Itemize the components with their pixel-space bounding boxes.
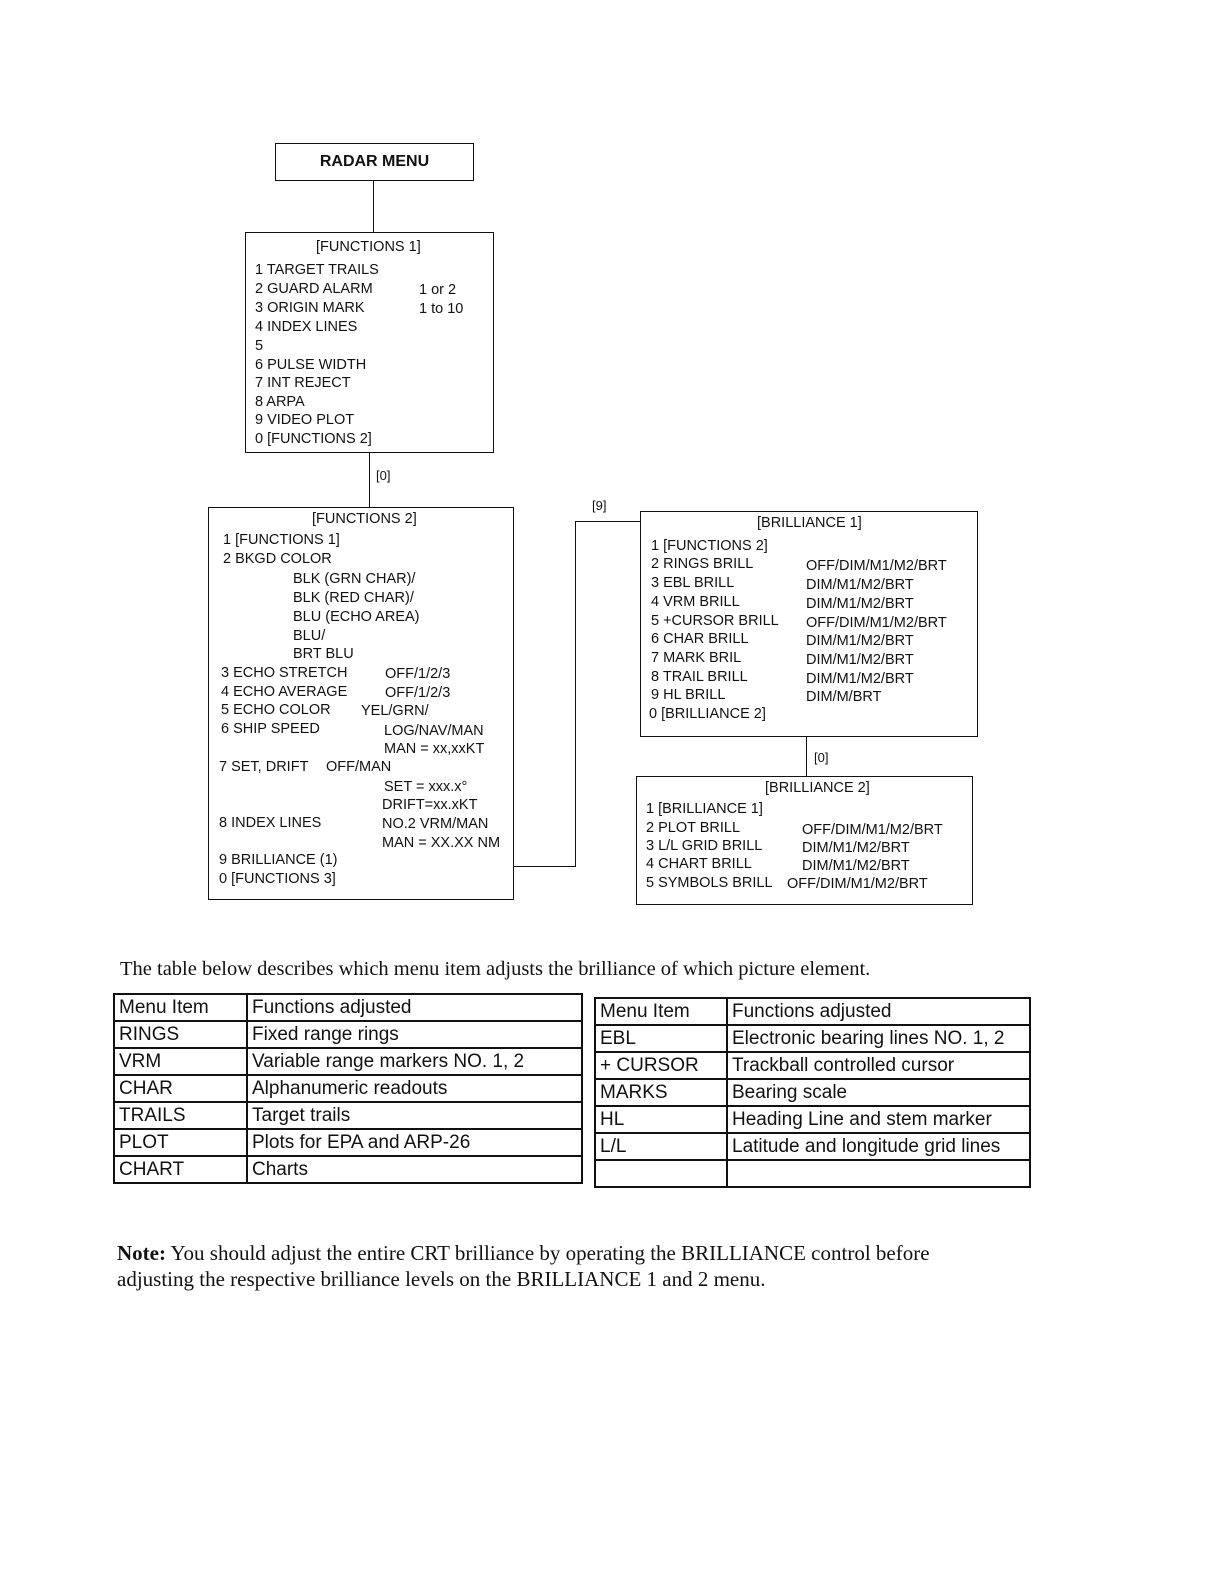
b1-item-value: DIM/M1/M2/BRT (806, 577, 914, 593)
radar-menu-box (275, 143, 474, 181)
table-row (114, 1021, 582, 1048)
table-row (595, 1079, 1030, 1106)
f1-item-value: 1 or 2 (419, 282, 457, 298)
b2-item: 5 SYMBOLS BRILL (646, 875, 773, 891)
f2-line: NO.2 VRM/MAN (382, 816, 489, 832)
f2-line: BLK (GRN CHAR)/ (293, 571, 416, 587)
connector-f2-b1-vertical (575, 521, 576, 867)
brilliance1-title: [BRILLIANCE 1] (757, 515, 862, 531)
f1-item: 5 (255, 338, 264, 354)
table-row (114, 1102, 582, 1129)
f1-item: 0 [FUNCTIONS 2] (255, 431, 372, 447)
f2-line: OFF/1/2/3 (385, 685, 451, 701)
b1-item: 9 HL BRILL (651, 687, 726, 703)
function-cell: Heading Line and stem marker (727, 1106, 1030, 1133)
menu-item-cell: PLOT (114, 1129, 247, 1156)
menu-item-cell: CHAR (114, 1075, 247, 1102)
note-line-1 (117, 1240, 930, 1266)
function-cell: Electronic bearing lines NO. 1, 2 (727, 1025, 1030, 1052)
b2-item: 3 L/L GRID BRILL (646, 838, 763, 854)
brilliance-table-right (594, 997, 1031, 1188)
brilliance-table-left (113, 993, 583, 1184)
table-row (114, 1075, 582, 1102)
brilliance1-box (640, 511, 978, 737)
function-cell: Alphanumeric readouts (247, 1075, 582, 1102)
function-cell: Target trails (247, 1102, 582, 1129)
f2-line: SET = xxx.x° (384, 779, 468, 795)
menu-item-cell: RINGS (114, 1021, 247, 1048)
f2-line: MAN = xx,xxKT (384, 741, 485, 757)
f2-line: OFF/MAN (326, 759, 392, 775)
f1-item: 9 VIDEO PLOT (255, 412, 355, 428)
connector-f2-b1-top (575, 521, 641, 522)
b1-item-value: DIM/M1/M2/BRT (806, 596, 914, 612)
b2-item: 1 [BRILLIANCE 1] (646, 801, 763, 817)
f2-line: 8 INDEX LINES (219, 815, 322, 831)
table-row (114, 1156, 582, 1183)
b1-item: 8 TRAIL BRILL (651, 669, 748, 685)
f2-line: YEL/GRN/ (361, 703, 429, 719)
connector-f1-f2 (369, 453, 370, 507)
menu-item-cell: + CURSOR (595, 1052, 727, 1079)
table-row (114, 1129, 582, 1156)
f2-line: 1 [FUNCTIONS 1] (223, 532, 340, 548)
f1-item: 4 INDEX LINES (255, 319, 358, 335)
connector-radar-f1 (373, 181, 374, 232)
f2-line: 3 ECHO STRETCH (221, 665, 348, 681)
b2-item-value: DIM/M1/M2/BRT (802, 858, 910, 874)
b2-item-value: OFF/DIM/M1/M2/BRT (802, 822, 943, 838)
f1-item: 8 ARPA (255, 394, 305, 410)
f1-item-value: 1 to 10 (419, 301, 464, 317)
b2-item: 2 PLOT BRILL (646, 820, 741, 836)
menu-item-cell: EBL (595, 1025, 727, 1052)
b1-item: 7 MARK BRIL (651, 650, 742, 666)
b1-item-value: DIM/M1/M2/BRT (806, 633, 914, 649)
b1-item-value: OFF/DIM/M1/M2/BRT (806, 558, 947, 574)
b1-item: 4 VRM BRILL (651, 594, 740, 610)
function-cell (727, 1160, 1030, 1187)
table-intro: The table below describes which menu item adjusts the brilliance of which picture element. (120, 958, 871, 980)
brilliance2-box (636, 776, 973, 905)
function-cell: Fixed range rings (247, 1021, 582, 1048)
header-functions: Functions adjusted (247, 994, 582, 1021)
b2-item: 4 CHART BRILL (646, 856, 752, 872)
table-header-row (595, 998, 1030, 1025)
functions1-box (245, 232, 494, 453)
b1-item: 6 CHAR BRILL (651, 631, 749, 647)
f2-line: BLU/ (293, 628, 326, 644)
connector-b1-b2-label: [0] (814, 750, 829, 765)
menu-item-cell: MARKS (595, 1079, 727, 1106)
b1-item-value: OFF/DIM/M1/M2/BRT (806, 615, 947, 631)
f2-line: DRIFT=xx.xKT (382, 797, 478, 813)
f2-line: 9 BRILLIANCE (1) (219, 852, 338, 868)
note-text-2: adjusting the respective brilliance levels on the BRILLIANCE 1 and 2 menu. (117, 1267, 766, 1291)
f2-line: BLK (RED CHAR)/ (293, 590, 414, 606)
b2-item-value: OFF/DIM/M1/M2/BRT (787, 876, 928, 892)
connector-f2-b1-label: [9] (592, 498, 607, 513)
b1-item: 5 +CURSOR BRILL (651, 613, 779, 629)
f2-line: 0 [FUNCTIONS 3] (219, 871, 336, 887)
header-menu-item: Menu Item (595, 998, 727, 1025)
f2-line: 7 SET, DRIFT (219, 759, 309, 775)
table-row (595, 1025, 1030, 1052)
function-cell: Variable range markers NO. 1, 2 (247, 1048, 582, 1075)
menu-item-cell: HL (595, 1106, 727, 1133)
b1-item: 1 [FUNCTIONS 2] (651, 538, 768, 554)
menu-item-cell: VRM (114, 1048, 247, 1075)
b1-item: 2 RINGS BRILL (651, 556, 754, 572)
table-row (595, 1052, 1030, 1079)
menu-item-cell (595, 1160, 727, 1187)
note-block (117, 1240, 930, 1292)
brilliance2-title: [BRILLIANCE 2] (765, 780, 870, 796)
f1-item: 3 ORIGIN MARK (255, 300, 365, 316)
functions2-box (208, 507, 514, 900)
b1-item-value: DIM/M/BRT (806, 689, 882, 705)
f1-item: 2 GUARD ALARM (255, 281, 373, 297)
function-cell: Latitude and longitude grid lines (727, 1133, 1030, 1160)
f2-line: LOG/NAV/MAN (384, 723, 484, 739)
f2-line: BRT BLU (293, 646, 354, 662)
f2-line: 2 BKGD COLOR (223, 551, 332, 567)
functions2-title: [FUNCTIONS 2] (312, 511, 417, 527)
table-row (595, 1133, 1030, 1160)
connector-f1-f2-label: [0] (376, 468, 391, 483)
f1-item: 1 TARGET TRAILS (255, 262, 379, 278)
f2-line: 6 SHIP SPEED (221, 721, 320, 737)
functions1-title: [FUNCTIONS 1] (316, 239, 421, 255)
f2-line: BLU (ECHO AREA) (293, 609, 420, 625)
b1-item: 3 EBL BRILL (651, 575, 735, 591)
f2-line: MAN = XX.XX NM (382, 835, 501, 851)
menu-item-cell: L/L (595, 1133, 727, 1160)
f2-line: OFF/1/2/3 (385, 666, 451, 682)
connector-b1-b2 (806, 737, 807, 776)
connector-f2-b1-bottom (514, 866, 575, 867)
menu-item-cell: TRAILS (114, 1102, 247, 1129)
menu-item-cell: CHART (114, 1156, 247, 1183)
b1-item: 0 [BRILLIANCE 2] (649, 706, 766, 722)
note-label: Note: (117, 1241, 166, 1265)
f1-item: 6 PULSE WIDTH (255, 357, 367, 373)
header-functions: Functions adjusted (727, 998, 1030, 1025)
function-cell: Charts (247, 1156, 582, 1183)
table-row (114, 1048, 582, 1075)
function-cell: Plots for EPA and ARP-26 (247, 1129, 582, 1156)
b1-item-value: DIM/M1/M2/BRT (806, 671, 914, 687)
b1-item-value: DIM/M1/M2/BRT (806, 652, 914, 668)
f2-line: 5 ECHO COLOR (221, 702, 331, 718)
f2-line: 4 ECHO AVERAGE (221, 684, 348, 700)
table-row-empty (595, 1160, 1030, 1187)
table-row (595, 1106, 1030, 1133)
function-cell: Trackball controlled cursor (727, 1052, 1030, 1079)
note-text-1: You should adjust the entire CRT brilliance by operating the BRILLIANCE control before (170, 1241, 930, 1265)
table-header-row (114, 994, 582, 1021)
b2-item-value: DIM/M1/M2/BRT (802, 840, 910, 856)
function-cell: Bearing scale (727, 1079, 1030, 1106)
radar-menu-title: RADAR MENU (319, 153, 430, 170)
f1-item: 7 INT REJECT (255, 375, 351, 391)
header-menu-item: Menu Item (114, 994, 247, 1021)
